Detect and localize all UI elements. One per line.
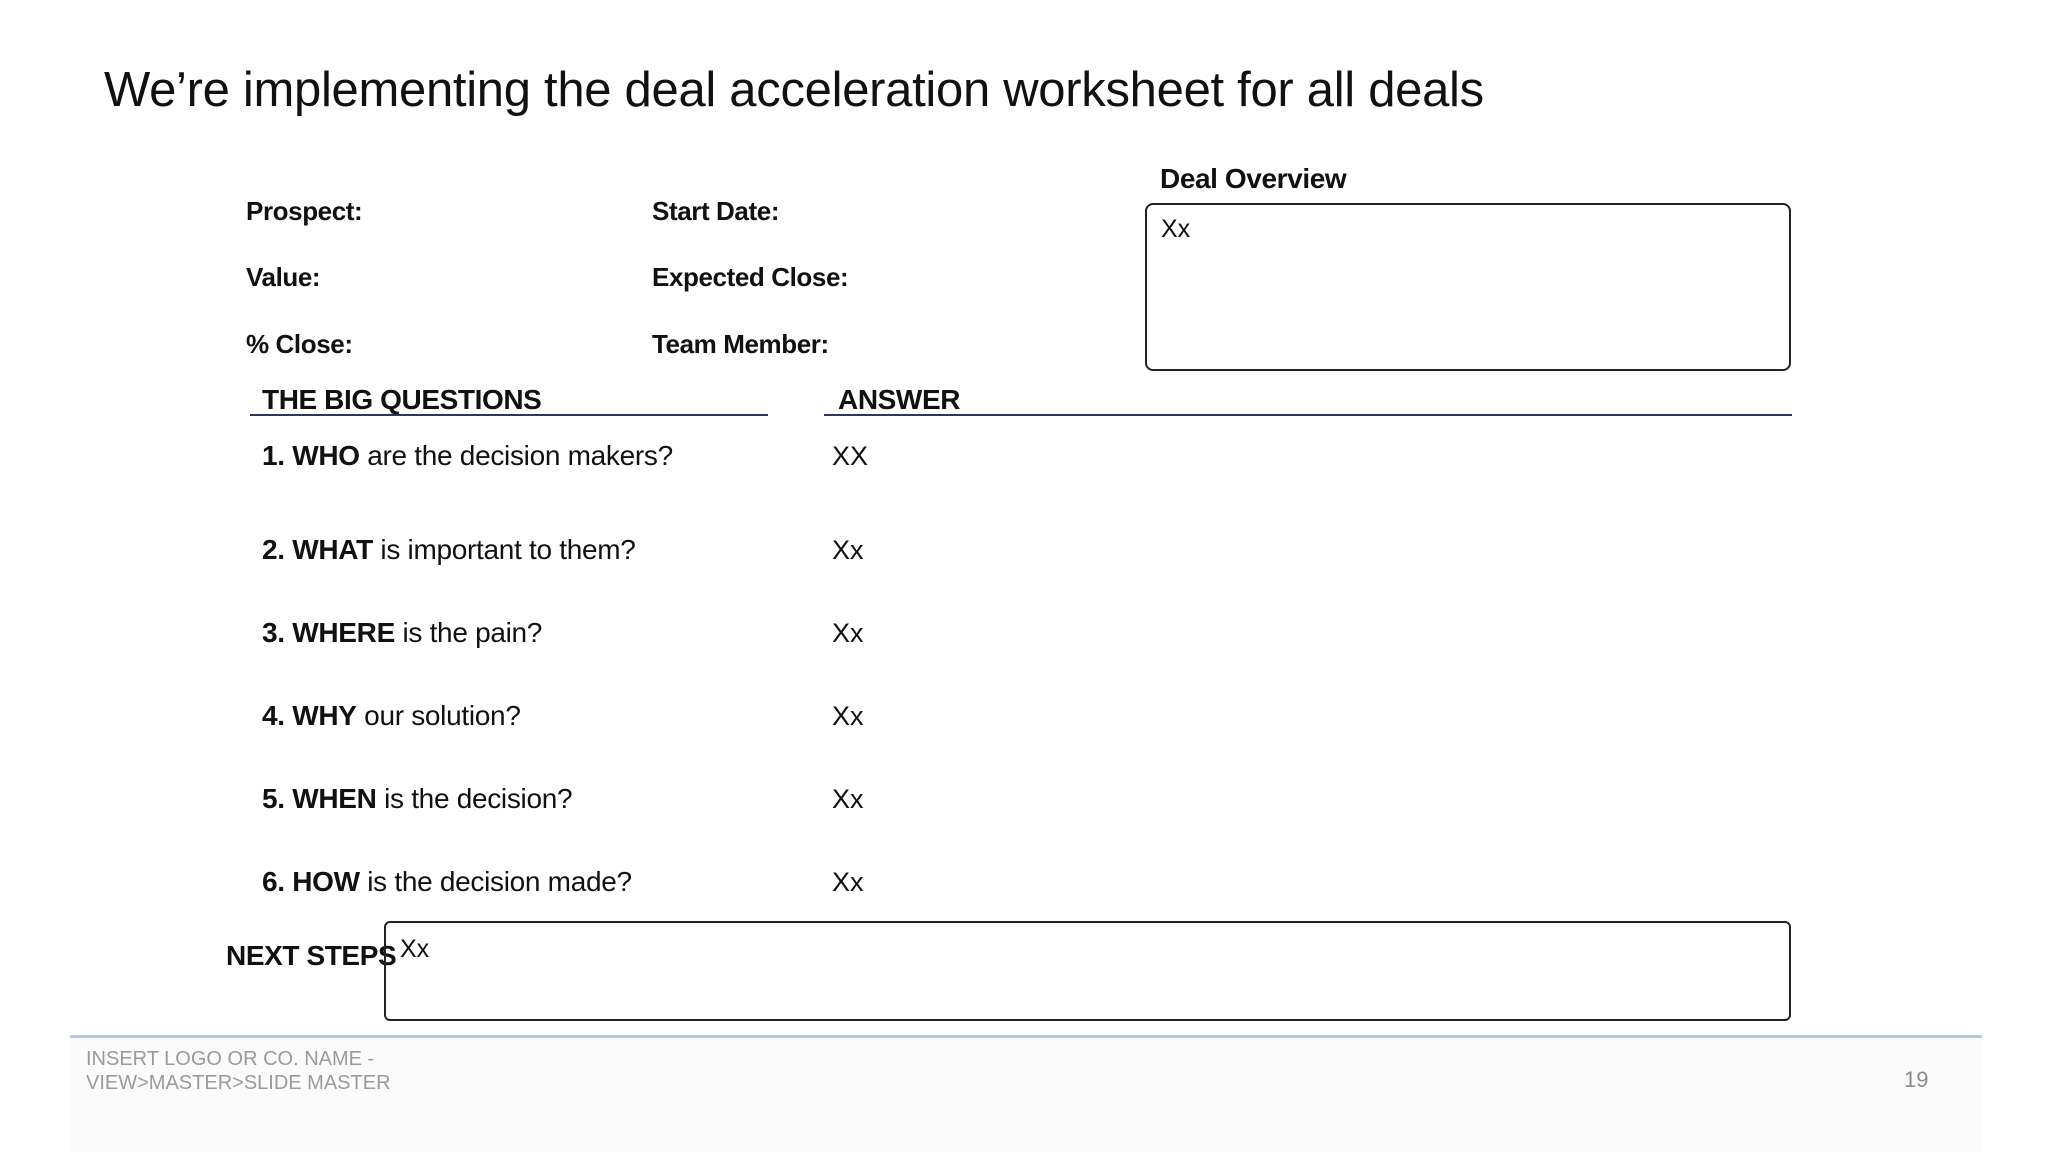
percent-close-label: % Close: bbox=[246, 329, 353, 359]
answer-header: ANSWER bbox=[838, 384, 961, 415]
question-keyword: WHEN bbox=[292, 783, 377, 814]
deal-overview-text: Xx bbox=[1161, 215, 1191, 243]
question-keyword: WHY bbox=[292, 700, 357, 731]
question-text: is the decision? bbox=[376, 783, 573, 814]
answer-6: Xx bbox=[832, 867, 864, 897]
prospect-label: Prospect: bbox=[246, 196, 363, 226]
page-number: 19 bbox=[1904, 1067, 1929, 1092]
question-text: is the decision made? bbox=[359, 866, 632, 897]
expected-close-label: Expected Close: bbox=[652, 262, 849, 292]
answer-4: Xx bbox=[832, 701, 864, 731]
value-label: Value: bbox=[246, 262, 321, 292]
footer-line-2: VIEW>MASTER>SLIDE MASTER bbox=[86, 1072, 391, 1094]
question-row-5 bbox=[262, 783, 572, 815]
question-number: 4. bbox=[262, 700, 285, 731]
start-date-label: Start Date: bbox=[652, 196, 780, 226]
question-number: 5. bbox=[262, 783, 285, 814]
question-row-3 bbox=[262, 617, 542, 649]
next-steps-label: NEXT STEPS bbox=[226, 940, 397, 971]
question-text: our solution? bbox=[356, 700, 521, 731]
answer-1: XX bbox=[832, 441, 869, 471]
question-text: is important to them? bbox=[372, 534, 636, 565]
deal-overview-heading: Deal Overview bbox=[1160, 163, 1347, 194]
question-keyword: HOW bbox=[292, 866, 360, 897]
question-row-2 bbox=[262, 534, 636, 566]
footer-logo-placeholder bbox=[86, 1047, 391, 1095]
question-keyword: WHAT bbox=[292, 534, 373, 565]
question-text: are the decision makers? bbox=[359, 440, 673, 471]
next-steps-box[interactable] bbox=[384, 921, 1791, 1021]
answer-2: Xx bbox=[832, 535, 864, 565]
big-questions-header: THE BIG QUESTIONS bbox=[262, 384, 542, 415]
next-steps-text: Xx bbox=[400, 935, 430, 963]
team-member-label: Team Member: bbox=[652, 329, 829, 359]
deal-overview-box[interactable] bbox=[1145, 203, 1791, 371]
questions-header-rule bbox=[250, 414, 768, 416]
question-number: 6. bbox=[262, 866, 285, 897]
question-row-4 bbox=[262, 700, 521, 732]
answer-3: Xx bbox=[832, 618, 864, 648]
question-row-1 bbox=[262, 440, 673, 472]
footer-divider bbox=[70, 1035, 1982, 1038]
question-number: 3. bbox=[262, 617, 285, 648]
question-text: is the pain? bbox=[394, 617, 543, 648]
answer-5: Xx bbox=[832, 784, 864, 814]
slide-title: We’re implementing the deal acceleration worksheet for all deals bbox=[104, 63, 1484, 117]
question-number: 1. bbox=[262, 440, 285, 471]
question-number: 2. bbox=[262, 534, 285, 565]
question-row-6 bbox=[262, 866, 632, 898]
question-keyword: WHERE bbox=[292, 617, 395, 648]
footer-line-1: INSERT LOGO OR CO. NAME - bbox=[86, 1048, 375, 1070]
answer-header-rule bbox=[824, 414, 1792, 416]
question-keyword: WHO bbox=[292, 440, 360, 471]
